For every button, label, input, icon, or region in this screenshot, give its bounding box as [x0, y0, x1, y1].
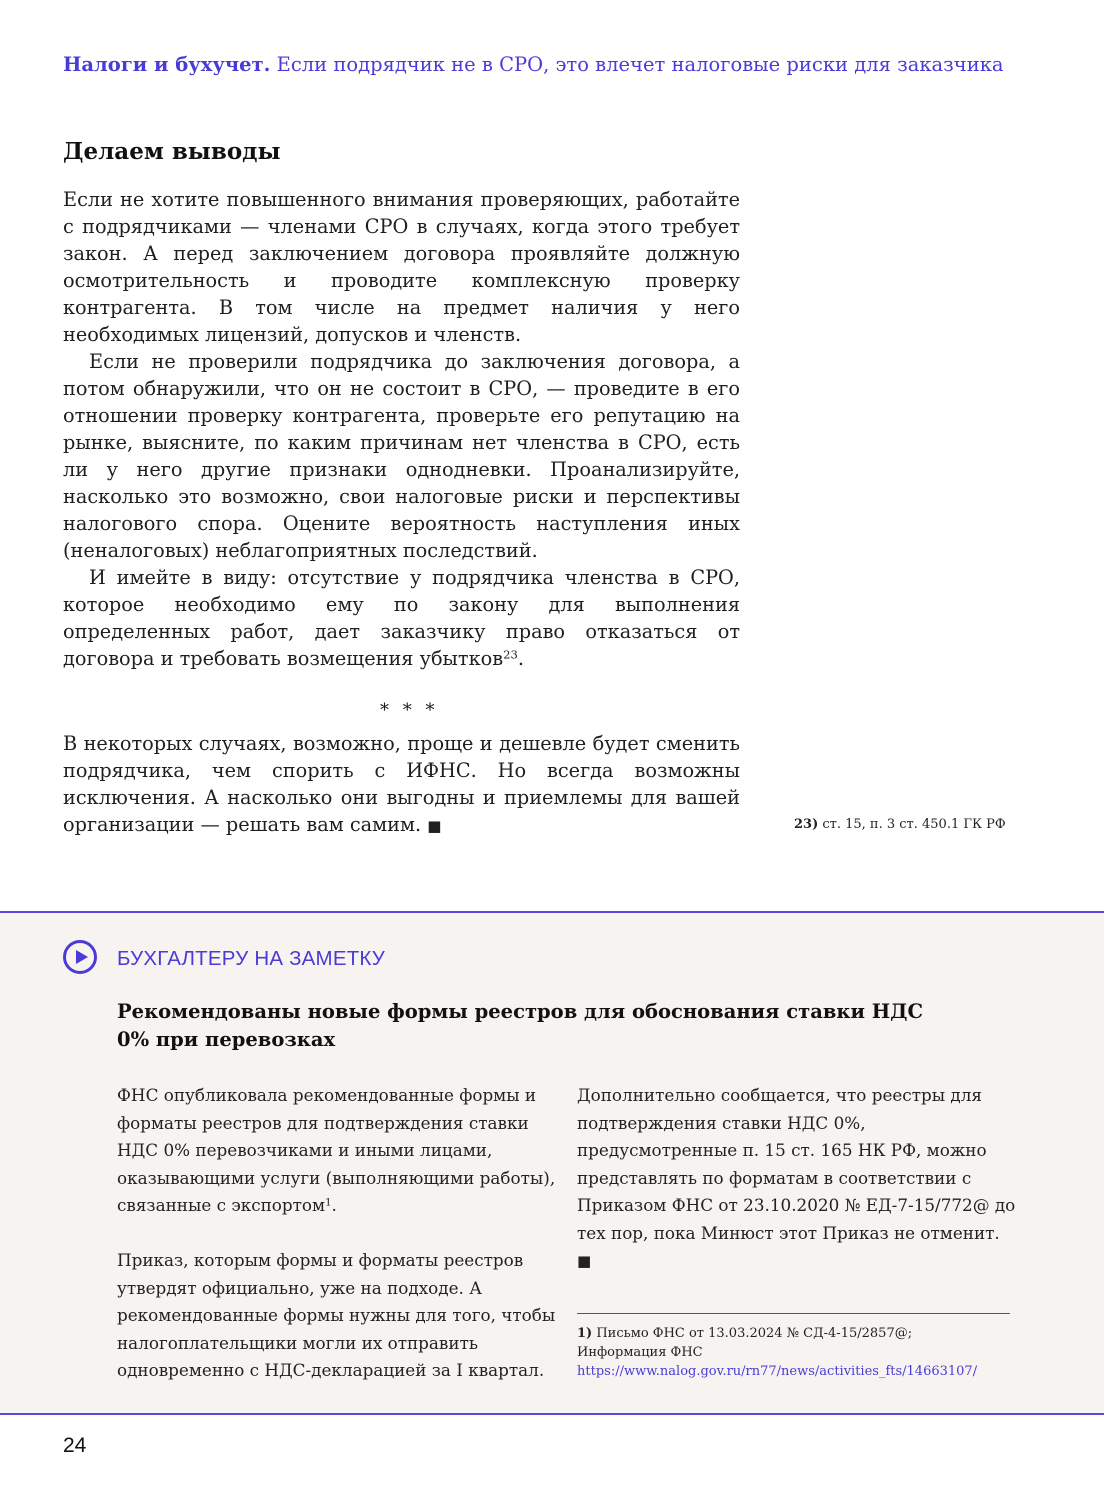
- paragraph-3-end: .: [517, 647, 524, 670]
- play-icon: [63, 940, 97, 974]
- note-box-title: Рекомендованы новые формы реестров для обоснования ставки НДС 0% при перевозках: [117, 1000, 924, 1051]
- side-footnote: [794, 817, 1006, 832]
- note-footnote-text: Письмо ФНС от 13.03.2024 № СД-4-15/2857@;: [596, 1326, 913, 1341]
- note-paragraph-2: Приказ, которым формы и форматы реестров утвердят официально, уже на подходе. А рекомендованные формы нужны для того, чтобы налогоплательщики могли их отправить одновременно с НДС-декларацией за I квартал.: [117, 1250, 556, 1380]
- note-column-left: [117, 1082, 557, 1385]
- header-section: Налоги и бухучет.: [63, 53, 271, 76]
- note-paragraph-3: Дополнительно сообщается, что реестры для подтверждения ставки НДС 0%, предусмотренные п. 15 ст. 165 НК РФ, можно представлять по форматам в соответствии с Приказом ФНС от 23.10.2020 № ЕД-7-15/772@ до тех пор, пока Минюст этот Приказ не отменит.: [577, 1085, 1016, 1243]
- section-separator: * * *: [380, 700, 439, 721]
- note-end-mark-icon: ■: [577, 1252, 592, 1270]
- footnote-ref-23[interactable]: 23: [503, 647, 518, 662]
- note-footnote-link[interactable]: https://www.nalog.gov.ru/rn77/news/activities_fts/14663107/: [577, 1364, 978, 1379]
- article-body: [63, 186, 740, 672]
- note-footnote-text-2: Информация ФНС: [577, 1345, 703, 1360]
- side-footnote-number: 23): [794, 817, 819, 832]
- footnote-ref-1[interactable]: 1: [325, 1197, 332, 1209]
- note-paragraph-1-end: .: [331, 1195, 337, 1215]
- note-paragraph-1: [117, 1082, 557, 1220]
- closing-paragraph: [63, 730, 740, 840]
- article-heading: Делаем выводы: [63, 138, 281, 165]
- note-footnote: [577, 1324, 1017, 1381]
- page-number: 24: [63, 1434, 87, 1457]
- header-title: Если подрядчик не в СРО, это влечет налоговые риски для заказчика: [276, 53, 1004, 76]
- note-box-label: БУХГАЛТЕРУ НА ЗАМЕТКУ: [117, 947, 386, 970]
- paragraph-2: Если не проверили подрядчика до заключения договора, а потом обнаружили, что он не состоит в СРО, — проведите в его отношении проверку контрагента, проверьте его репутацию на рынке, выясните, по каким причинам нет членства в СРО, есть ли у него другие признаки однодневки. Проанализируйте, насколько это возможно, свои налоговые риски и перспективы налогового спора. Оцените вероятность наступления иных (неналоговых) неблагоприятных последствий.: [63, 350, 740, 562]
- paragraph-3-text: И имейте в виду: отсутствие у подрядчика членства в СРО, которое необходимо ему по закону для выполнения определенных работ, дает заказчику право отказаться от договора и требовать возмещения убытков: [63, 566, 740, 670]
- end-mark-icon: ■: [427, 817, 442, 835]
- note-column-right: [577, 1082, 1017, 1276]
- footnote-divider: [577, 1313, 1010, 1314]
- side-footnote-text: ст. 15, п. 3 ст. 450.1 ГК РФ: [822, 817, 1006, 832]
- paragraph-4: В некоторых случаях, возможно, проще и дешевле будет сменить подрядчика, чем спорить с ИФНС. Но всегда возможны исключения. А насколько они выгодны и приемлемы для вашей организации — решать вам самим.: [63, 732, 740, 836]
- paragraph-1: Если не хотите повышенного внимания проверяющих, работайте с подрядчиками — членами СРО в случаях, когда этого требует закон. А перед заключением договора проявляйте должную осмотрительность и проводите комплексную проверку контрагента. В том числе на предмет наличия у него необходимых лицензий, допусков и членств.: [63, 188, 740, 346]
- note-footnote-number: 1): [577, 1326, 593, 1341]
- paragraph-3: [63, 564, 740, 672]
- note-paragraph-1-text: ФНС опубликовала рекомендованные формы и форматы реестров для подтверждения ставки НДС 0% перевозчиками и иными лицами, оказывающими услуги (выполняющими работы), связанные с экспортом: [117, 1085, 556, 1215]
- page-header: [63, 53, 1063, 76]
